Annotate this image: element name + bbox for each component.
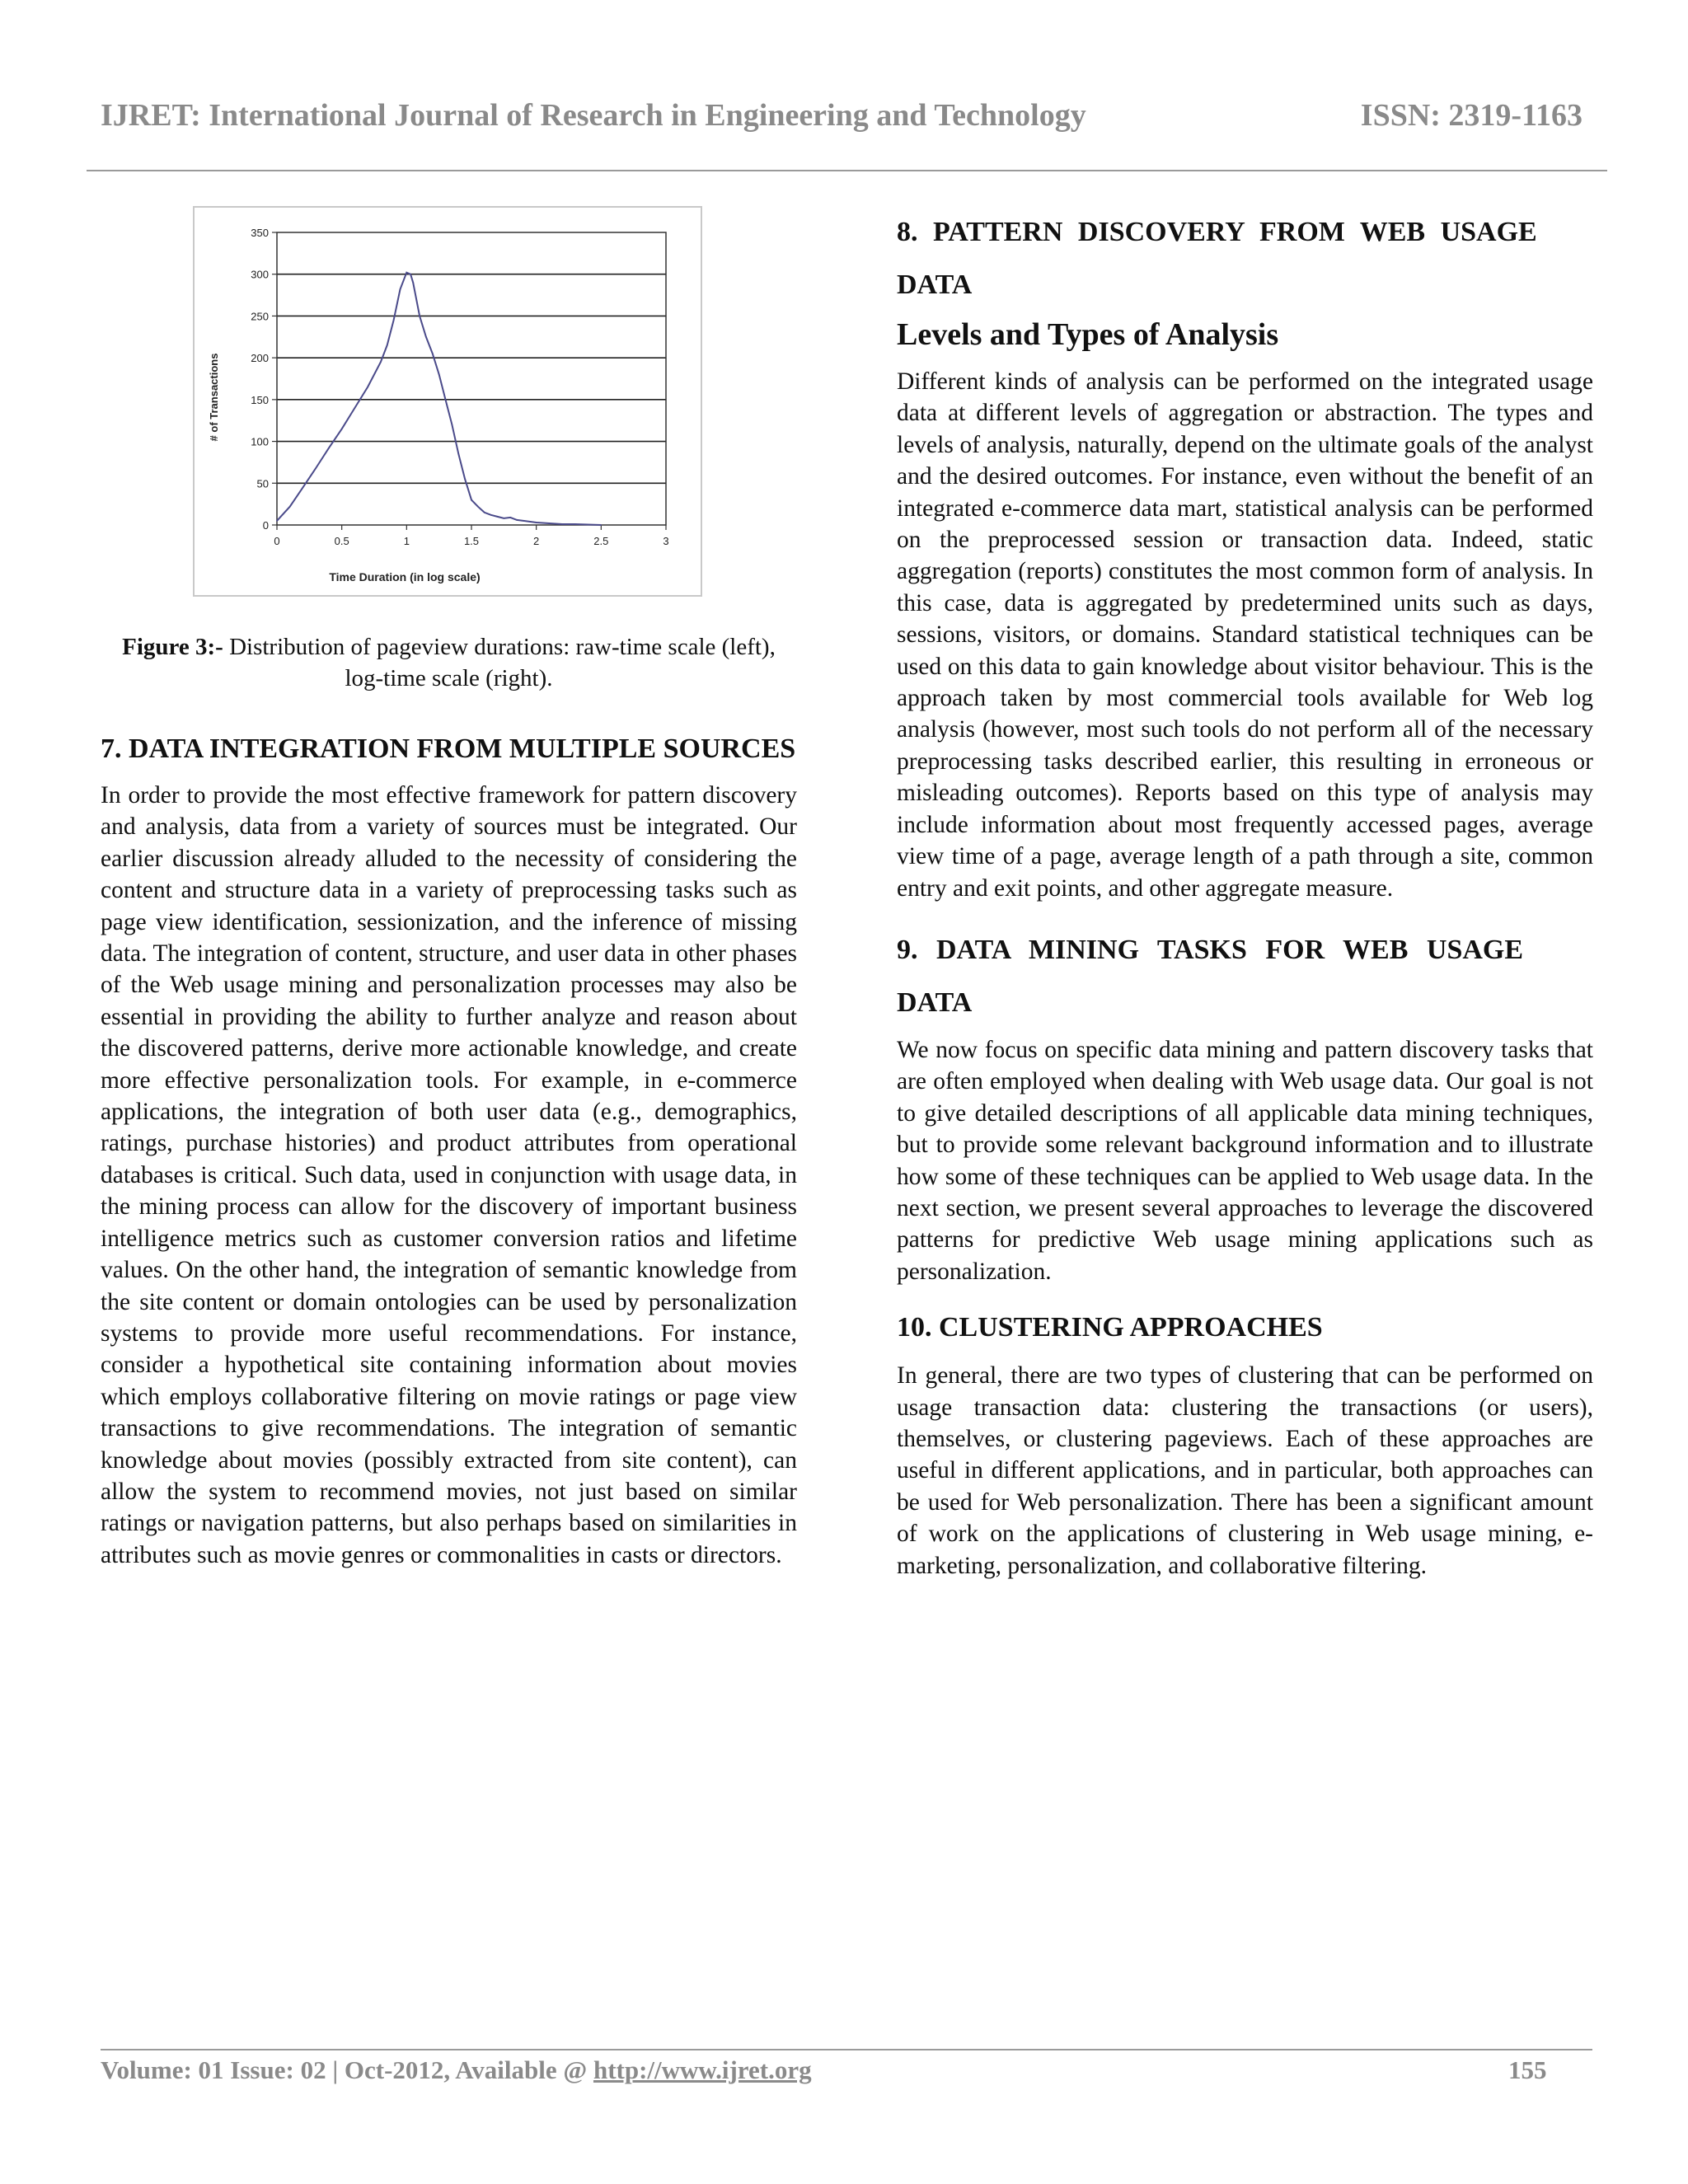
- issn: ISSN: 2319-1163: [1360, 98, 1582, 133]
- x-tick-label: 0: [274, 535, 280, 547]
- data-point: [302, 487, 304, 489]
- line-chart: [195, 208, 701, 595]
- data-point: [387, 344, 388, 346]
- data-point: [561, 523, 563, 525]
- data-point: [400, 288, 401, 290]
- y-tick-label: 150: [251, 393, 269, 406]
- data-point: [504, 518, 505, 519]
- section-7-body: In order to provide the most effective framework for pattern discovery and analysis, data from a variety of sources must be integrated. Our earlier discussion already alluded to the necessity of considering the content and structure data in a variety of preprocessing tasks such as page view identification, sessionization, and the inference of missing data. The integration of content, structure, and user data in other phases of the Web usage mining and personalization processes may also be essential in providing the ability to further analyze and reason about the discovered patterns, derive more actionable knowledge, and create more effective personalization tools. For example, in e-commerce applications, the integration of both user data (e.g., demographics, ratings, purchase histories) and product attributes from operational databases is critical. Such data, used in conjunction with usage data, in the mining process can allow for the discovery of important business intelligence metrics such as customer conversion ratios and lifetime values. On the other hand, the integration of semantic knowledge from the site content or domain ontologies can be used by personalization systems to provide more useful recommendations. For instance, consider a hypothetical site containing information about movies which employs collaborative filtering on movie ratings or page view transactions to give recommendations. The integration of semantic knowledge about movies (possibly extracted from site content), can allow the system to recommend movies, not just based on similar ratings or navigation patterns, but also perhaps based on similarities in attributes such as movie genres or commonalities in casts or directors.: [101, 782, 797, 1568]
- data-point: [601, 524, 603, 526]
- data-point: [328, 448, 330, 449]
- section-8-title: 8. PATTERN DISCOVERY FROM WEB USAGE DATA: [897, 217, 1537, 300]
- data-point: [536, 522, 537, 523]
- right-column: [897, 206, 1593, 1582]
- y-tick-label: 0: [262, 519, 269, 532]
- footer-volume-text: Volume: 01 Issue: 02 | Oct-2012, Available @: [101, 2055, 593, 2084]
- data-point: [574, 523, 576, 525]
- data-point: [452, 424, 453, 425]
- y-tick-label: 200: [251, 352, 269, 365]
- x-tick-label: 3: [663, 535, 669, 547]
- caption-label: Figure 3:-: [122, 634, 223, 660]
- journal-title: IJRET: International Journal of Research in Engineering and Technology: [101, 98, 1086, 133]
- y-axis-label: # of Transactions: [208, 353, 220, 442]
- data-point: [412, 282, 414, 284]
- data-point: [354, 407, 356, 409]
- data-point: [445, 399, 447, 401]
- data-point: [425, 336, 427, 338]
- data-point: [289, 506, 291, 508]
- data-point: [509, 517, 511, 518]
- x-tick-label: 0.5: [334, 535, 349, 547]
- data-point: [464, 478, 466, 480]
- data-point: [432, 353, 434, 354]
- series-line: [277, 273, 601, 525]
- caption-text: Distribution of pageview durations: raw-time scale (left), log-time scale (right).: [223, 634, 776, 691]
- data-point: [516, 519, 518, 521]
- data-point: [471, 499, 472, 501]
- data-point: [549, 523, 551, 524]
- data-point: [276, 520, 278, 522]
- x-tick-label: 1.5: [463, 535, 480, 547]
- x-tick-label: 1: [403, 535, 410, 547]
- chart-series: [276, 272, 602, 526]
- data-point: [393, 320, 395, 321]
- section-7-title: 7. DATA INTEGRATION FROM MULTIPLE SOURCES: [101, 733, 796, 764]
- x-tick-label: 2.5: [593, 535, 609, 547]
- data-point: [457, 453, 459, 455]
- y-tick-label: 300: [251, 268, 269, 281]
- left-column: [101, 206, 797, 1571]
- y-tick-label: 350: [251, 227, 269, 239]
- chart-grid: [277, 274, 666, 484]
- data-point: [497, 516, 499, 518]
- data-point: [523, 520, 524, 522]
- section-8-subtitle: Levels and Types of Analysis: [897, 317, 1279, 352]
- page-number: 155: [1508, 2055, 1547, 2084]
- data-point: [484, 512, 485, 513]
- section-10-title: 10. CLUSTERING APPROACHES: [897, 1312, 1323, 1343]
- y-tick-label: 50: [256, 477, 269, 490]
- section-9-title: 9. DATA MINING TASKS FOR WEB USAGE DATA: [897, 934, 1524, 1018]
- figure-3: [193, 206, 702, 597]
- data-point: [315, 467, 316, 469]
- data-point: [406, 272, 408, 274]
- figure-caption: [101, 631, 797, 694]
- y-tick-label: 250: [251, 310, 269, 323]
- data-point: [367, 387, 368, 388]
- data-point: [438, 374, 440, 376]
- footer-volume: [101, 2055, 812, 2085]
- x-axis-label: Time Duration (in log scale): [329, 570, 481, 583]
- section-8-body: Different kinds of analysis can be performed on the integrated usage data at different levels of aggregation or abstraction. The types and levels of analysis, naturally, depend on the ultimate goals of the analyst and the desired outcomes. For instance, even without the benefit of an integrated e-commerce data mart, statistical analysis can be performed on the preprocessed session or transaction data. Indeed, static aggregation (reports) constitutes the most common form of analysis. In this case, data is aggregated by predetermined units such as days, sessions, visitors, or domains. Standard statistical techniques can be used on this data to gain knowledge about visitor behaviour. This is the approach taken by most commercial tools available for Web log analysis (however, most such tools do not perform all of the necessary preprocessing tasks described earlier, this resulting in erroneous or misleading outcomes). Reports based on this type of analysis may include information about most frequently accessed pages, average view time of a page, average length of a path through a site, common entry and exit points, and other aggregate measure.: [897, 368, 1593, 902]
- y-tick-label: 100: [251, 435, 269, 448]
- section-10-body: In general, there are two types of clustering that can be performed on usage transaction data: clustering the transactions (or users), themselves, or clustering pageviews. Each of these approaches are useful in different applications, and in particular, both approaches can be used for Web personalization. There has been a significant amount of work on the applications of clustering in Web usage mining, e-marketing, personalization, and collaborative filtering.: [897, 1362, 1593, 1579]
- data-point: [380, 361, 382, 363]
- journal-link[interactable]: http://www.ijret.org: [593, 2055, 812, 2084]
- data-point: [419, 316, 420, 317]
- x-tick-label: 2: [533, 535, 540, 547]
- data-point: [477, 506, 479, 508]
- header-divider: [87, 170, 1607, 171]
- data-point: [410, 274, 411, 275]
- section-9-body: We now focus on specific data mining and pattern discovery tasks that are often employed when dealing with Web usage data. Our goal is not to give detailed descriptions of all applicable data mining techniques, but to provide some relevant background information and to illustrate how some of these techniques can be applied to Web usage data. In the next section, we present several approaches to leverage the discovered patterns for predictive Web usage mining applications such as personalization.: [897, 1036, 1593, 1285]
- plot-frame: [277, 232, 666, 525]
- footer-divider: [101, 2049, 1592, 2050]
- data-point: [341, 429, 343, 430]
- data-point: [490, 514, 492, 516]
